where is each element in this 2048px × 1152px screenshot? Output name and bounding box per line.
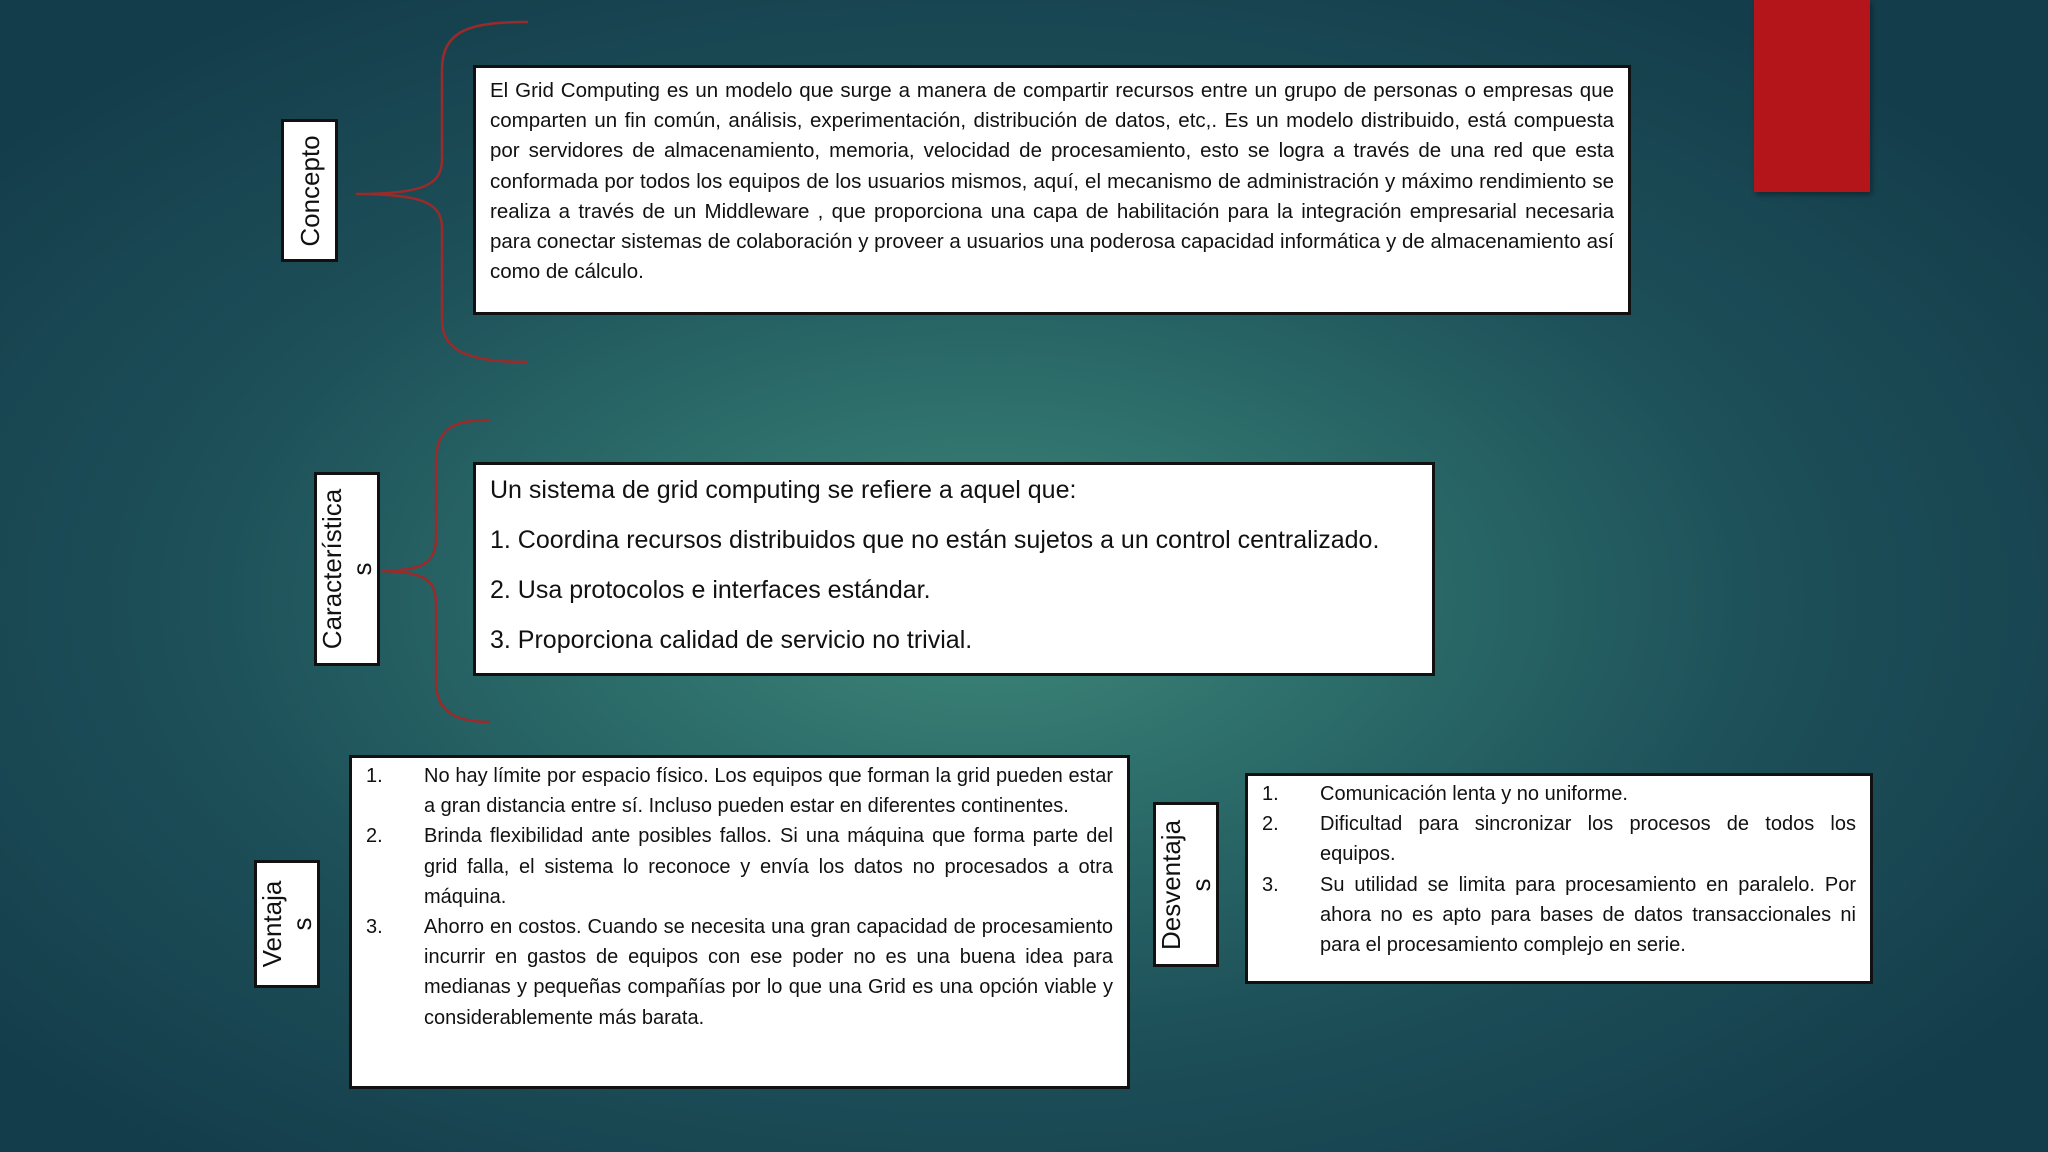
caracteristicas-line-2: 2. Usa protocolos e interfaces estándar. [490,576,931,604]
ventajas-label-tail: s [287,917,317,931]
concepto-text: El Grid Computing es un modelo que surge a manera de compartir recursos entre un grupo de personas o empresas que comparten un fin común, análisis, experimentación, distribución de datos, etc,. Es un modelo distribuido, está compuesta por servidores de almacenamiento, memoria, velocidad de procesamiento, esto se logra a través de una red que esta conformada por todos los equipos de los usuarios mismos, aquí, el mecanismo de administración y máximo rendimiento se realiza a través de un Middleware , que proporciona una capa de habilitación para la integración empresarial necesaria para conectar sistemas de colaboración y proveer a usuarios una poderosa capacidad informática y de almacenamiento así como de cálculo. [490,79,1614,284]
ventajas-label-main: Ventaja [257,880,287,968]
red-accent-bar [1754,0,1870,192]
ventajas-item-text: Brinda flexibilidad ante posibles fallos. Si una máquina que forma parte del grid falla, el sistema lo reconoce y envía los datos no procesados a otra máquina. [424,825,1113,908]
desventajas-box [1245,773,1873,984]
desventajas-label-main: Desventaja [1156,819,1186,950]
caracteristicas-label [317,489,377,649]
ventajas-box [349,755,1130,1089]
desventajas-item [1262,779,1856,809]
ventajas-item-number: 3. [366,916,383,939]
ventajas-label-box [254,860,320,988]
ventajas-item [366,912,1113,1033]
caracteristicas-line-3: 3. Proporciona calidad de servicio no trivial. [490,626,973,654]
desventajas-item-text: Su utilidad se limita para procesamiento en paralelo. Por ahora no es apto para bases de datos transaccionales ni para el procesamiento complejo en serie. [1320,873,1856,957]
desventajas-item-number: 3. [1262,873,1279,896]
ventajas-item [366,761,1113,821]
concepto-label-box [281,119,338,262]
desventajas-item-text: Comunicación lenta y no uniforme. [1320,783,1628,805]
concepto-label: Concepto [294,134,325,247]
ventajas-item-text: No hay límite por espacio físico. Los equipos que forman la grid pueden estar a gran distancia entre sí. Incluso pueden estar en diferentes continentes. [424,765,1113,818]
desventajas-label [1156,819,1216,949]
desventajas-item-number: 2. [1262,813,1279,836]
desventajas-item [1262,809,1856,869]
desventajas-item [1262,870,1856,961]
caracteristicas-box [473,462,1435,676]
caracteristicas-label-tail: s [347,562,377,576]
caracteristicas-label-main: Característica [317,488,347,650]
desventajas-item-text: Dificultad para sincronizar los procesos de todos los equipos. [1320,813,1856,866]
ventajas-item-number: 1. [366,765,383,787]
caracteristicas-line-1: 1. Coordina recursos distribuidos que no están sujetos a un control centralizado. [490,526,1380,554]
ventajas-label [257,881,317,968]
ventajas-item [366,821,1113,912]
desventajas-label-box [1153,802,1219,967]
ventajas-item-number: 2. [366,825,383,848]
caracteristicas-line-0: Un sistema de grid computing se refiere a aquel que: [490,476,1077,504]
desventajas-item-number: 1. [1262,783,1279,805]
concepto-box [473,65,1631,315]
desventajas-label-tail: s [1186,878,1216,892]
caracteristicas-label-box [314,472,380,666]
ventajas-item-text: Ahorro en costos. Cuando se necesita una gran capacidad de procesamiento incurrir en gastos de equipos con ese poder no es una buena idea para medianas y pequeñas compañías por lo que una Grid es una opción viable y considerablemente más barata. [424,916,1113,1029]
